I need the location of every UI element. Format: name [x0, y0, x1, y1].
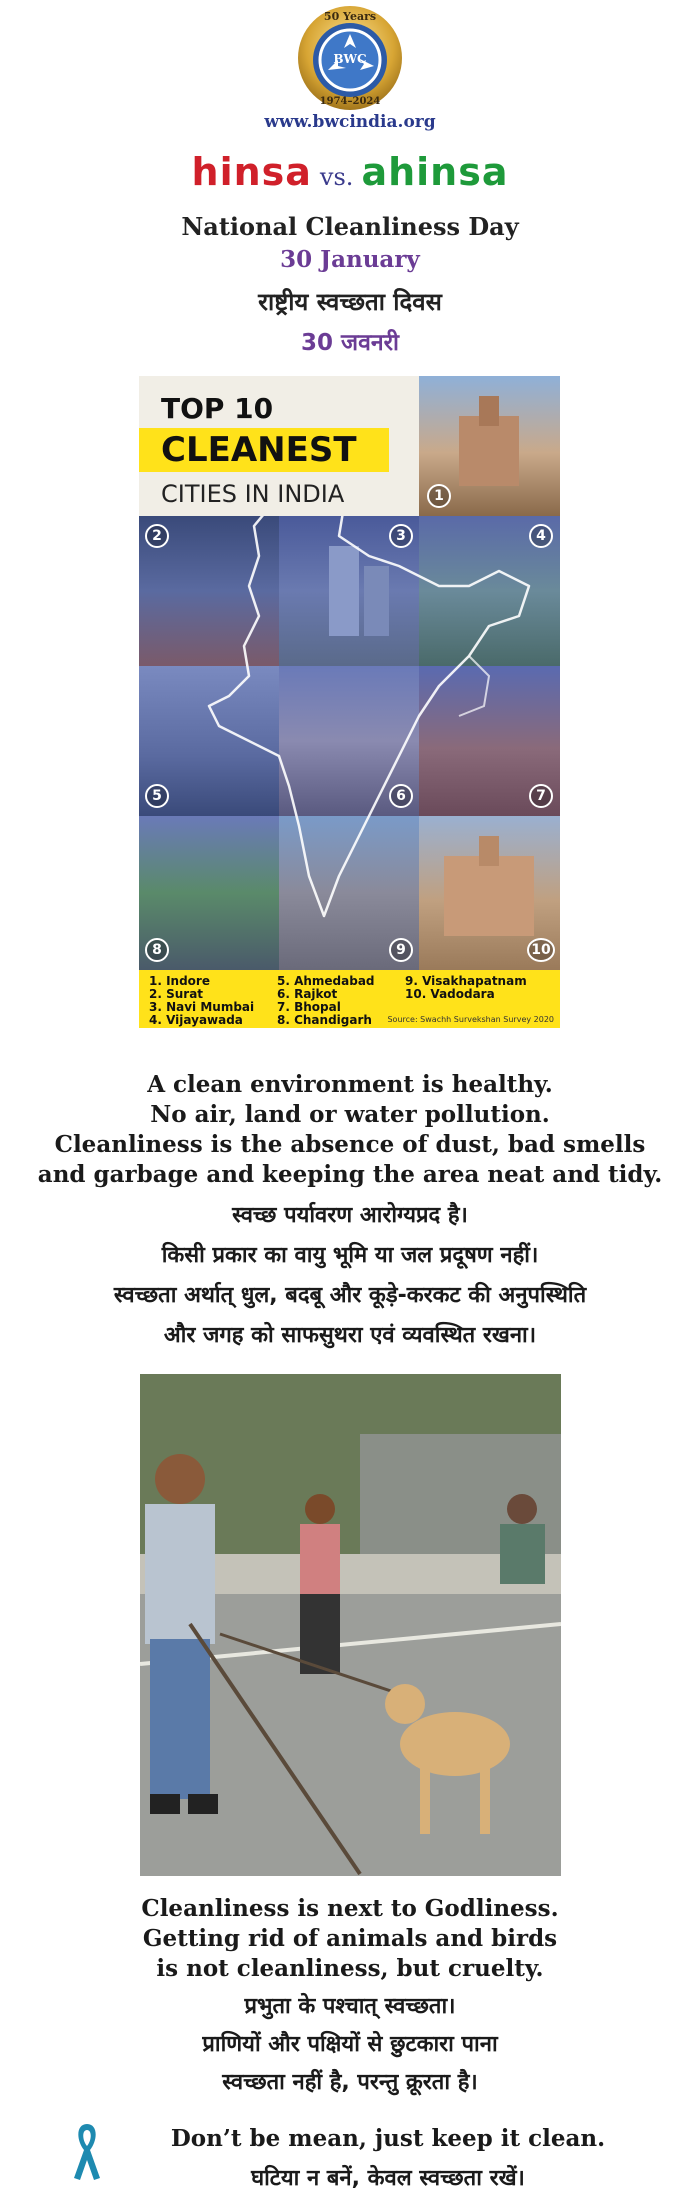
tile-number-6: 6 [389, 784, 413, 808]
city-list-col3 [405, 975, 527, 1001]
tile-number-3: 3 [389, 524, 413, 548]
final-message-hi: घटिया न बनें, केवल स्वच्छता रखें। [251, 2166, 525, 2191]
list-item: 4. Vijayawada [149, 1013, 243, 1027]
infographic-title-line2: CLEANEST [161, 430, 357, 470]
list-item: 5. Ahmedabad [277, 974, 375, 988]
closing-hi [0, 1988, 700, 2102]
closing-hi-line: प्रभुता के पश्चात् स्वच्छता। [244, 1994, 456, 2019]
event-title-en: National Cleanliness Day [181, 212, 519, 241]
tagline [0, 150, 700, 194]
intro-en [0, 1070, 700, 1190]
city-list-col1 [149, 975, 254, 1027]
tile-number-1: 1 [427, 484, 451, 508]
closing-en-line: Getting rid of animals and birds [142, 1925, 558, 1952]
list-item: 6. Rajkot [277, 987, 338, 1001]
list-item: 10. Vadodara [405, 987, 495, 1001]
closing-en [0, 1894, 700, 1984]
city-list-col2 [277, 975, 375, 1027]
tile-number-2: 2 [145, 524, 169, 548]
awareness-ribbon-icon [70, 2120, 104, 2182]
infographic-source: Source: Swachh Survekshan Survey 2020 [387, 1015, 554, 1024]
intro-hi-line: किसी प्रकार का वायु भूमि या जल प्रदूषण नहीं। [161, 1243, 539, 1268]
event-date-hi: 30 जवनरी [301, 330, 399, 356]
list-item: 1. Indore [149, 974, 210, 988]
bwc-logo [296, 4, 404, 112]
tile-number-5: 5 [145, 784, 169, 808]
closing-hi-line: प्राणियों और पक्षियों से छुटकारा पाना [202, 2032, 498, 2057]
cleanest-cities-infographic [139, 376, 560, 1028]
event-date-en: 30 January [280, 246, 420, 273]
street-photo [140, 1374, 561, 1876]
list-item: 7. Bhopal [277, 1000, 341, 1014]
intro-hi-line: स्वच्छ पर्यावरण आरोग्यप्रद है। [232, 1203, 468, 1228]
tile-number-4: 4 [529, 524, 553, 548]
tile-number-8: 8 [145, 938, 169, 962]
intro-en-line: and garbage and keeping the area neat and tidy. [37, 1161, 663, 1188]
intro-hi-line: और जगह को साफसुथरा एवं व्यवस्थित रखना। [163, 1323, 537, 1348]
tile-number-9: 9 [389, 938, 413, 962]
closing-hi-line: स्वच्छता नहीं है, परन्तु क्रूरता है। [222, 2070, 478, 2095]
logo-years: 1974–2024 [319, 96, 381, 107]
intro-en-line: A clean environment is healthy. [147, 1071, 553, 1098]
city-list [139, 970, 560, 1028]
site-url[interactable]: www.bwcindia.org [264, 112, 436, 132]
infographic-title-line3: CITIES IN INDIA [161, 480, 345, 508]
list-item: 9. Visakhapatnam [405, 974, 527, 988]
closing-en-line: is not cleanliness, but cruelty. [156, 1955, 544, 1982]
list-item: 3. Navi Mumbai [149, 1000, 255, 1014]
final-message-en: Don’t be mean, just keep it clean. [170, 2125, 606, 2152]
india-map-outline [139, 476, 560, 936]
intro-en-line: Cleanliness is the absence of dust, bad smells [54, 1131, 646, 1158]
infographic-title-line1: TOP 10 [161, 392, 274, 425]
intro-hi-line: स्वच्छता अर्थात् धुल, बदबू और कूड़े-करकट की अनुपस्थिति [113, 1283, 587, 1308]
tile-number-10: 10 [527, 938, 555, 962]
list-item: 8. Chandigarh [277, 1013, 372, 1027]
intro-hi [0, 1196, 700, 1356]
infographic-header [139, 376, 419, 516]
logo-area [0, 4, 700, 112]
closing-en-line: Cleanliness is next to Godliness. [141, 1895, 559, 1922]
event-title-hi: राष्ट्रीय स्वच्छता दिवस [258, 288, 442, 316]
list-item: 2. Surat [149, 987, 204, 1001]
logo-top-text: 50 Years [323, 10, 377, 23]
tagline-hinsa: hinsa [191, 150, 312, 194]
tagline-vs: vs. [319, 163, 354, 191]
tile-number-7: 7 [529, 784, 553, 808]
intro-en-line: No air, land or water pollution. [150, 1101, 550, 1128]
logo-center-text: BWC [333, 52, 367, 66]
tagline-ahinsa: ahinsa [361, 150, 509, 194]
